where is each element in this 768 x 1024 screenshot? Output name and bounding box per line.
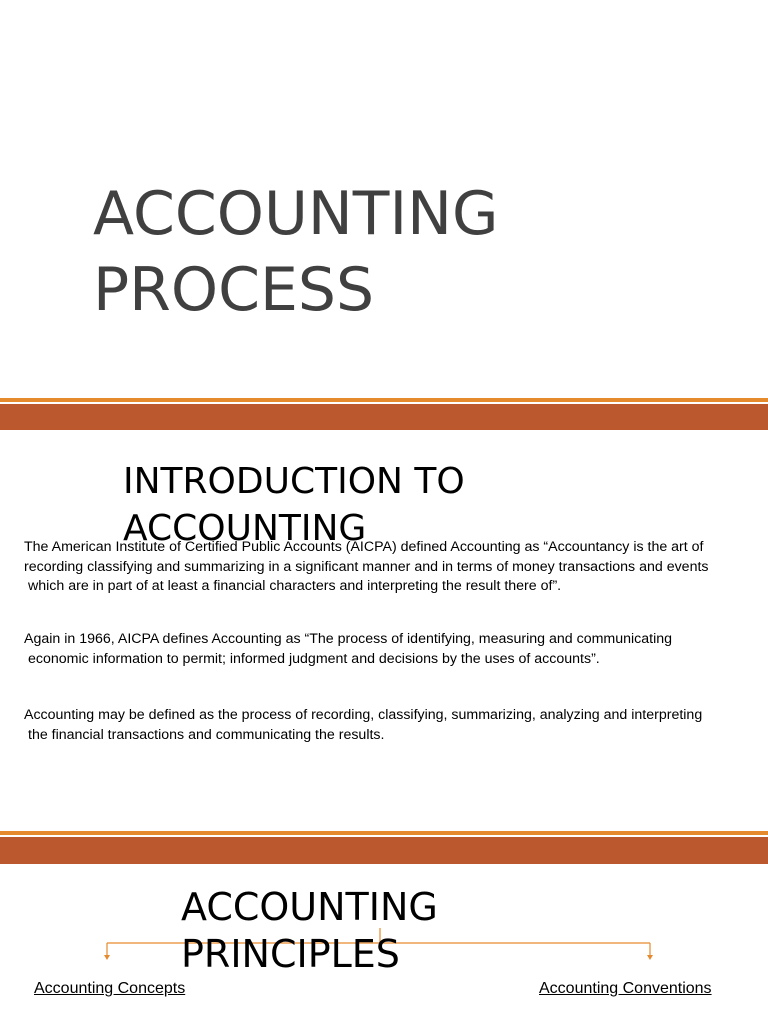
intro-title-line-1: INTRODUCTION TO — [123, 461, 465, 502]
right-arrow-icon — [647, 955, 653, 960]
divider-accent-bar — [0, 837, 768, 864]
paragraph-line: which are in part of at least a financial characters and interpreting the result there of”. — [28, 578, 562, 594]
paragraph-line: economic information to permit; informed judgment and decisions by the uses of accounts”. — [28, 650, 600, 667]
principles-slide — [0, 866, 768, 1024]
paragraph-line: The American Institute of Certified Public Accounts (AICPA) defined Accounting as “Accountancy is the art of — [24, 539, 704, 555]
paragraph-line: Again in 1966, AICPA defines Accounting as “The process of identifying, measuring and communicating — [24, 631, 673, 647]
title-slide — [0, 0, 768, 400]
principles-title-line-1: ACCOUNTING — [181, 885, 438, 929]
intro-title-line-2: ACCOUNTING — [123, 508, 367, 549]
accounting-concepts-link[interactable]: Accounting Concepts — [34, 980, 186, 997]
title-line-2: PROCESS — [93, 255, 375, 325]
aicpa-1966-definition-paragraph — [24, 630, 739, 669]
slide-divider-2 — [0, 831, 768, 864]
left-arrow-icon — [104, 955, 110, 960]
accounting-conventions-link[interactable]: Accounting Conventions — [539, 980, 712, 997]
paragraph-line: the financial transactions and communicating the results. — [28, 726, 385, 743]
divider-accent-bar — [0, 404, 768, 430]
presentation-title — [93, 176, 499, 328]
introduction-slide — [0, 432, 768, 830]
principles-slide-title — [181, 884, 438, 978]
accounting-definition-paragraph — [24, 706, 739, 745]
principles-title-line-2: PRINCIPLES — [181, 932, 400, 976]
title-line-1: ACCOUNTING — [93, 179, 499, 249]
slide-divider-1 — [0, 398, 768, 430]
paragraph-line: recording classifying and summarizing in a significant manner and in terms of money transactions and events — [24, 558, 709, 575]
paragraph-line: Accounting may be defined as the process of recording, classifying, summarizing, analyzing and interpreting — [24, 707, 703, 723]
aicpa-definition-paragraph — [24, 538, 739, 597]
